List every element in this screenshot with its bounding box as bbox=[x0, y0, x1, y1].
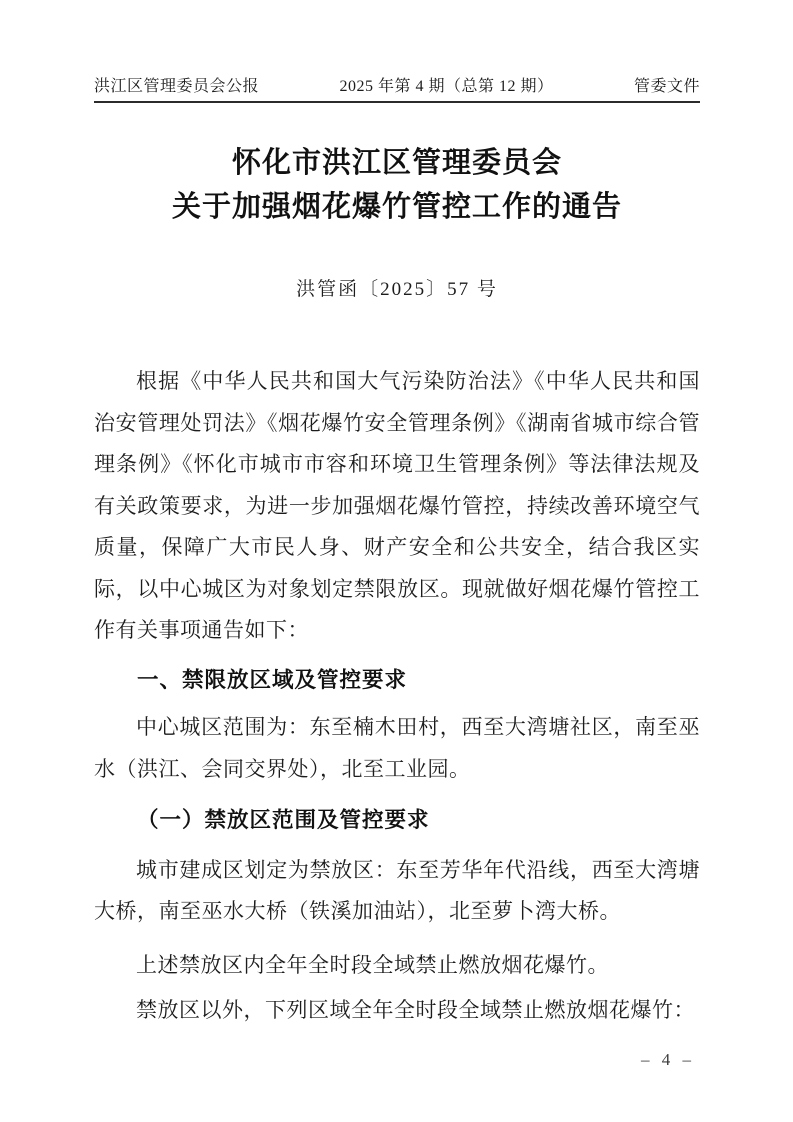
header-issue-info: 2025 年第 4 期（总第 12 期） bbox=[339, 78, 554, 95]
section-1-heading: 一、禁限放区域及管控要求 bbox=[137, 667, 408, 692]
document-title-line-2: 关于加强烟花爆竹管控工作的通告 bbox=[171, 191, 622, 223]
subsection-1-1-paragraph-3: 禁放区以外，下列区域全年全时段全域禁止燃放烟花爆竹： bbox=[136, 998, 695, 1022]
intro-paragraph: 根据《中华人民共和国大气污染防治法》《中华人民共和国治安管理处罚法》《烟花爆竹安全管理条例》《湖南省城市综合管理条例》《怀化市城市市容和环境卫生管理条例》等法律法规及有关政策要求，为进一步加强烟花爆竹管控，持续改善环境空气质量，保障广大市民人身、财产安全和公共安全，结合我区实际，以中心城区为对象划定禁限放区。现就做好烟花爆竹管控工作有关事项通告如下： bbox=[94, 369, 700, 642]
page-number: – 4 – bbox=[641, 1050, 695, 1069]
header-publication-name: 洪江区管理委员会公报 bbox=[94, 78, 260, 95]
subsection-1-1-paragraph-2: 上述禁放区内全年全时段全域禁止燃放烟花爆竹。 bbox=[136, 952, 609, 977]
subsection-1-1-heading: （一）禁放区范围及管控要求 bbox=[137, 808, 430, 832]
document-body bbox=[94, 361, 700, 1032]
running-header bbox=[94, 0, 700, 103]
subsection-1-1-paragraph-1: 城市建成区划定为禁放区：东至芳华年代沿线，西至大湾塘大桥，南至巫水大桥（铁溪加油站），北至萝卜湾大桥。 bbox=[94, 857, 700, 923]
header-section-label: 管委文件 bbox=[633, 78, 700, 95]
section-1-scope-paragraph: 中心城区范围为：东至楠木田村，西至大湾塘社区，南至巫水（洪江、会同交界处），北至工业园。 bbox=[94, 715, 700, 781]
document-reference-number: 洪管函〔2025〕57 号 bbox=[296, 279, 498, 300]
document-title bbox=[94, 141, 700, 229]
page-content bbox=[94, 0, 700, 1032]
document-title-line-1: 怀化市洪江区管理委员会 bbox=[231, 147, 562, 179]
